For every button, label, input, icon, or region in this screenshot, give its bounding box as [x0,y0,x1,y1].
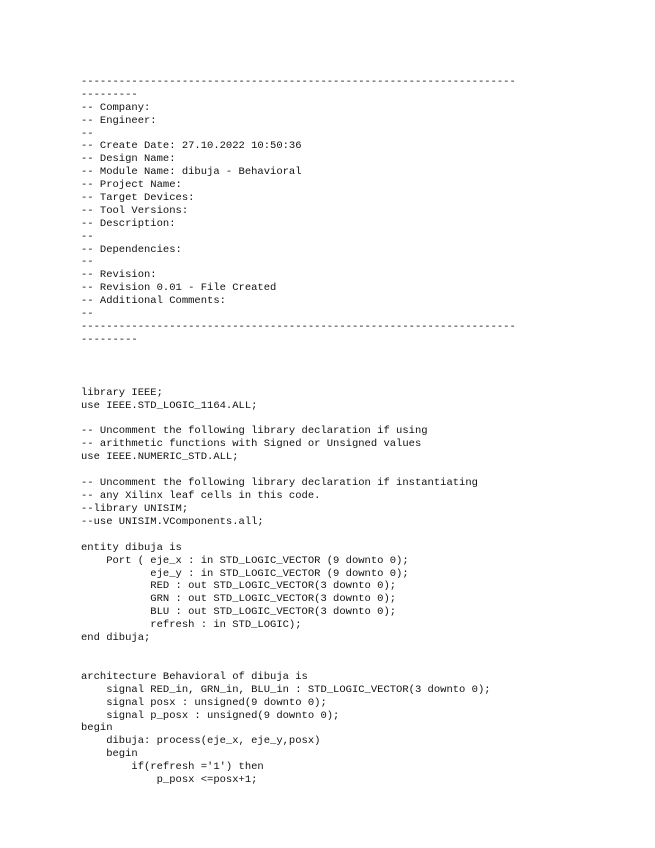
code-line: Port ( eje_x : in STD_LOGIC_VECTOR (9 downto 0); [81,554,409,567]
code-line: library IEEE; [81,386,163,399]
blank-gap [81,373,641,387]
code-line: p_posx <=posx+1; [81,773,258,786]
code-line: end dibuja; [81,631,151,644]
code-line: -- Additional Comments: [81,295,226,308]
library-block [81,387,641,413]
code-line: -- [81,308,94,321]
code-line: use IEEE.NUMERIC_STD.ALL; [81,451,239,464]
code-line: -- Company: [81,101,151,114]
architecture-block [81,671,641,787]
code-line: -- Uncomment the following library declaration if using [81,425,428,438]
code-line: -- [81,127,94,140]
code-line: signal posx : unsigned(9 downto 0); [81,696,327,709]
code-line: -- Project Name: [81,179,182,192]
code-line: -- Module Name: dibuja - Behavioral [81,166,302,179]
code-line: -- Revision: [81,269,157,282]
code-line: begin [81,748,138,761]
code-listing [81,76,641,787]
code-line: --------------------------------------------------------------------- [81,76,516,88]
code-line: --------- [81,88,138,101]
code-line: signal p_posx : unsigned(9 downto 0); [81,709,340,722]
unisim-block [81,477,641,529]
code-line: -- arithmetic functions with Signed or Unsigned values [81,438,422,451]
blank-gap [81,645,641,671]
code-line: -- [81,230,94,243]
code-line: if(refresh ='1') then [81,761,264,774]
code-line: -- Tool Versions: [81,204,189,217]
header-comment-block [81,76,641,347]
code-line: -- Revision 0.01 - File Created [81,282,277,295]
blank-gap [81,529,641,542]
code-line: --use UNISIM.VComponents.all; [81,515,264,528]
code-line: dibuja: process(eje_x, eje_y,posx) [81,735,321,748]
code-line: signal RED_in, GRN_in, BLU_in : STD_LOGIC_VECTOR(3 downto 0); [81,683,491,696]
blank-gap [81,464,641,477]
code-line: -- Description: [81,217,176,230]
code-line: architecture Behavioral of dibuja is [81,670,308,683]
code-line: -- any Xilinx leaf cells in this code. [81,490,321,503]
code-line: -- [81,256,94,269]
code-line: use IEEE.STD_LOGIC_1164.ALL; [81,399,258,412]
code-line: entity dibuja is [81,541,182,554]
code-line: -- Design Name: [81,153,176,166]
code-line: -- Create Date: 27.10.2022 10:50:36 [81,140,302,153]
entity-block [81,542,641,645]
blank-gap [81,412,641,425]
code-line: refresh : in STD_LOGIC); [81,619,302,632]
code-line: BLU : out STD_LOGIC_VECTOR(3 downto 0); [81,606,397,619]
code-line: --------- [81,333,138,346]
code-line: -- Dependencies: [81,243,182,256]
code-line: -- Engineer: [81,114,157,127]
code-line: begin [81,722,113,735]
code-line: RED : out STD_LOGIC_VECTOR(3 downto 0); [81,580,397,593]
code-line: eje_y : in STD_LOGIC_VECTOR (9 downto 0); [81,567,409,580]
numeric-std-block [81,425,641,464]
code-line: -- Target Devices: [81,192,195,205]
code-line: GRN : out STD_LOGIC_VECTOR(3 downto 0); [81,593,397,606]
code-line: --------------------------------------------------------------------- [81,320,516,333]
code-line: --library UNISIM; [81,502,189,515]
blank-gap [81,347,641,373]
code-line: -- Uncomment the following library declaration if instantiating [81,477,478,490]
